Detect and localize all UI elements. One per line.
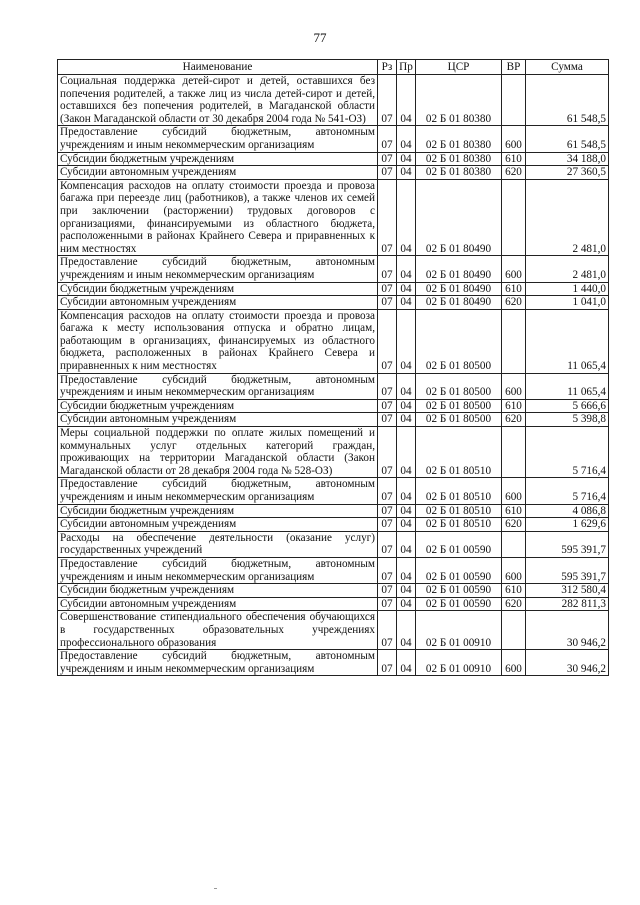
row-pr: 04 xyxy=(397,166,416,180)
row-pr: 04 xyxy=(397,399,416,413)
row-vr xyxy=(502,179,526,256)
table-row xyxy=(58,557,609,583)
row-rz: 07 xyxy=(378,650,397,676)
row-pr: 04 xyxy=(397,296,416,310)
row-pr: 04 xyxy=(397,413,416,427)
row-rz: 07 xyxy=(378,413,397,427)
row-csr: 02 Б 01 80500 xyxy=(416,309,502,373)
row-rz: 07 xyxy=(378,531,397,557)
row-csr: 02 Б 01 80500 xyxy=(416,373,502,399)
row-csr: 02 Б 01 80510 xyxy=(416,427,502,478)
row-pr: 04 xyxy=(397,256,416,282)
page-number: 77 xyxy=(313,30,327,45)
header-vr: ВР xyxy=(502,60,526,75)
row-rz: 07 xyxy=(378,478,397,504)
row-rz: 07 xyxy=(378,518,397,532)
row-pr: 04 xyxy=(397,427,416,478)
row-name: Меры социальной поддержки по оплате жилых помещений и коммунальных услуг отдельных категорий граждан, проживающих на территории Магаданской области (Закон Магаданской области от 28 декабря 2004 года № 528-ОЗ) xyxy=(58,427,378,478)
row-name: Компенсация расходов на оплату стоимости проезда и провоза багажа к месту использования отпуска и обратно лицам, работающим в организациях, финансируемых из областного бюджета, расположенных в районах Крайнего Севера и приравненных к ним местностях xyxy=(58,309,378,373)
table-row xyxy=(58,256,609,282)
row-sum: 11 065,4 xyxy=(526,309,609,373)
row-csr: 02 Б 01 80490 xyxy=(416,256,502,282)
row-rz: 07 xyxy=(378,166,397,180)
row-rz: 07 xyxy=(378,309,397,373)
row-sum: 2 481,0 xyxy=(526,179,609,256)
row-csr: 02 Б 01 80380 xyxy=(416,152,502,166)
row-vr: 610 xyxy=(502,584,526,598)
row-sum: 61 548,5 xyxy=(526,75,609,126)
table-row xyxy=(58,152,609,166)
row-csr: 02 Б 01 80510 xyxy=(416,478,502,504)
row-sum: 34 188,0 xyxy=(526,152,609,166)
row-rz: 07 xyxy=(378,75,397,126)
row-rz: 07 xyxy=(378,504,397,518)
row-csr: 02 Б 01 00590 xyxy=(416,597,502,611)
row-csr: 02 Б 01 80510 xyxy=(416,518,502,532)
row-rz: 07 xyxy=(378,373,397,399)
row-rz: 07 xyxy=(378,126,397,152)
table-row xyxy=(58,166,609,180)
table-row xyxy=(58,179,609,256)
row-csr: 02 Б 01 80380 xyxy=(416,166,502,180)
row-rz: 07 xyxy=(378,557,397,583)
row-name: Субсидии бюджетным учреждениям xyxy=(58,152,378,166)
row-pr: 04 xyxy=(397,152,416,166)
row-rz: 07 xyxy=(378,282,397,296)
row-vr: 600 xyxy=(502,478,526,504)
row-name: Субсидии бюджетным учреждениям xyxy=(58,504,378,518)
row-pr: 04 xyxy=(397,518,416,532)
row-vr: 620 xyxy=(502,296,526,310)
header-csr: ЦСР xyxy=(416,60,502,75)
row-name: Субсидии автономным учреждениям xyxy=(58,413,378,427)
row-name: Субсидии автономным учреждениям xyxy=(58,518,378,532)
table-row xyxy=(58,399,609,413)
row-sum: 312 580,4 xyxy=(526,584,609,598)
table-row xyxy=(58,427,609,478)
row-name: Субсидии бюджетным учреждениям xyxy=(58,584,378,598)
row-vr: 600 xyxy=(502,126,526,152)
row-rz: 07 xyxy=(378,296,397,310)
table-row xyxy=(58,373,609,399)
row-name: Предоставление субсидий бюджетным, автономным учреждениям и иным некоммерческим организациям xyxy=(58,373,378,399)
row-pr: 04 xyxy=(397,309,416,373)
row-csr: 02 Б 01 80510 xyxy=(416,504,502,518)
row-vr: 620 xyxy=(502,518,526,532)
row-sum: 1 629,6 xyxy=(526,518,609,532)
row-name: Предоставление субсидий бюджетным, автономным учреждениям и иным некоммерческим организациям xyxy=(58,557,378,583)
row-vr xyxy=(502,611,526,650)
row-rz: 07 xyxy=(378,611,397,650)
row-pr: 04 xyxy=(397,373,416,399)
row-vr: 600 xyxy=(502,373,526,399)
row-pr: 04 xyxy=(397,504,416,518)
row-sum: 5 398,8 xyxy=(526,413,609,427)
row-vr: 610 xyxy=(502,399,526,413)
row-sum: 5 716,4 xyxy=(526,478,609,504)
row-sum: 1 440,0 xyxy=(526,282,609,296)
row-csr: 02 Б 01 00910 xyxy=(416,611,502,650)
row-name: Субсидии автономным учреждениям xyxy=(58,296,378,310)
row-name: Совершенствование стипендиального обеспечения обучающихся в государственных образовательных учреждениях профессионального образования xyxy=(58,611,378,650)
row-pr: 04 xyxy=(397,531,416,557)
row-sum: 1 041,0 xyxy=(526,296,609,310)
row-vr: 620 xyxy=(502,166,526,180)
row-vr: 600 xyxy=(502,256,526,282)
row-csr: 02 Б 01 80500 xyxy=(416,413,502,427)
header-sum: Сумма xyxy=(526,60,609,75)
row-sum: 595 391,7 xyxy=(526,557,609,583)
row-csr: 02 Б 01 80380 xyxy=(416,126,502,152)
row-rz: 07 xyxy=(378,256,397,282)
row-name: Предоставление субсидий бюджетным, автономным учреждениям и иным некоммерческим организациям xyxy=(58,478,378,504)
row-sum: 30 946,2 xyxy=(526,650,609,676)
row-pr: 04 xyxy=(397,179,416,256)
row-vr: 610 xyxy=(502,152,526,166)
row-sum: 61 548,5 xyxy=(526,126,609,152)
header-rz: Рз xyxy=(378,60,397,75)
row-rz: 07 xyxy=(378,399,397,413)
row-name: Социальная поддержка детей-сирот и детей, оставшихся без попечения родителей, а также лиц из числа детей-сирот и детей, оставшихся без попечения родителей, в Магаданской области (Закон Магаданской области от 30 декабря 2004 года № 541-ОЗ) xyxy=(58,75,378,126)
header-pr: Пр xyxy=(397,60,416,75)
row-sum: 4 086,8 xyxy=(526,504,609,518)
row-name: Компенсация расходов на оплату стоимости проезда и провоза багажа при переезде лиц (работников), а также членов их семей при заключении (расторжении) трудовых договоров с организациями, финансируемыми из областного бюджета, расположенными в районах Крайнего Севера и приравненных к ним местностях xyxy=(58,179,378,256)
row-vr xyxy=(502,309,526,373)
header-name: Наименование xyxy=(58,60,378,75)
table-row xyxy=(58,584,609,598)
row-name: Субсидии бюджетным учреждениям xyxy=(58,282,378,296)
row-csr: 02 Б 01 00910 xyxy=(416,650,502,676)
row-sum: 5 666,6 xyxy=(526,399,609,413)
table-row xyxy=(58,504,609,518)
row-pr: 04 xyxy=(397,650,416,676)
table-header-row xyxy=(58,60,609,75)
row-pr: 04 xyxy=(397,584,416,598)
row-pr: 04 xyxy=(397,611,416,650)
row-sum: 282 811,3 xyxy=(526,597,609,611)
row-vr: 600 xyxy=(502,557,526,583)
table-row xyxy=(58,309,609,373)
row-vr: 610 xyxy=(502,282,526,296)
table-row xyxy=(58,597,609,611)
row-name: Предоставление субсидий бюджетным, автономным учреждениям и иным некоммерческим организациям xyxy=(58,256,378,282)
row-rz: 07 xyxy=(378,179,397,256)
scan-speck xyxy=(214,888,217,889)
row-csr: 02 Б 01 80500 xyxy=(416,399,502,413)
row-name: Предоставление субсидий бюджетным, автономным учреждениям и иным некоммерческим организациям xyxy=(58,126,378,152)
row-name: Субсидии автономным учреждениям xyxy=(58,166,378,180)
table-row xyxy=(58,296,609,310)
row-vr xyxy=(502,427,526,478)
row-csr: 02 Б 01 80490 xyxy=(416,179,502,256)
row-pr: 04 xyxy=(397,126,416,152)
row-rz: 07 xyxy=(378,584,397,598)
row-name: Расходы на обеспечение деятельности (оказание услуг) государственных учреждений xyxy=(58,531,378,557)
row-sum: 595 391,7 xyxy=(526,531,609,557)
row-pr: 04 xyxy=(397,75,416,126)
table-row xyxy=(58,282,609,296)
row-sum: 11 065,4 xyxy=(526,373,609,399)
row-vr: 600 xyxy=(502,650,526,676)
table-row xyxy=(58,478,609,504)
budget-table xyxy=(57,59,609,676)
row-pr: 04 xyxy=(397,597,416,611)
row-rz: 07 xyxy=(378,427,397,478)
row-vr xyxy=(502,531,526,557)
table-row xyxy=(58,611,609,650)
row-pr: 04 xyxy=(397,557,416,583)
row-pr: 04 xyxy=(397,478,416,504)
row-vr: 610 xyxy=(502,504,526,518)
table-body xyxy=(58,75,609,676)
row-csr: 02 Б 01 80490 xyxy=(416,296,502,310)
row-csr: 02 Б 01 00590 xyxy=(416,584,502,598)
row-rz: 07 xyxy=(378,152,397,166)
row-vr: 620 xyxy=(502,413,526,427)
row-vr xyxy=(502,75,526,126)
table-row xyxy=(58,531,609,557)
row-sum: 2 481,0 xyxy=(526,256,609,282)
row-vr: 620 xyxy=(502,597,526,611)
row-name: Субсидии автономным учреждениям xyxy=(58,597,378,611)
row-rz: 07 xyxy=(378,597,397,611)
row-csr: 02 Б 01 00590 xyxy=(416,531,502,557)
table-row xyxy=(58,650,609,676)
row-pr: 04 xyxy=(397,282,416,296)
row-name: Предоставление субсидий бюджетным, автономным учреждениям и иным некоммерческим организациям xyxy=(58,650,378,676)
row-csr: 02 Б 01 00590 xyxy=(416,557,502,583)
table-row xyxy=(58,518,609,532)
row-sum: 30 946,2 xyxy=(526,611,609,650)
row-csr: 02 Б 01 80380 xyxy=(416,75,502,126)
table-row xyxy=(58,126,609,152)
row-csr: 02 Б 01 80490 xyxy=(416,282,502,296)
row-sum: 27 360,5 xyxy=(526,166,609,180)
row-sum: 5 716,4 xyxy=(526,427,609,478)
row-name: Субсидии бюджетным учреждениям xyxy=(58,399,378,413)
table-row xyxy=(58,413,609,427)
table-row xyxy=(58,75,609,126)
